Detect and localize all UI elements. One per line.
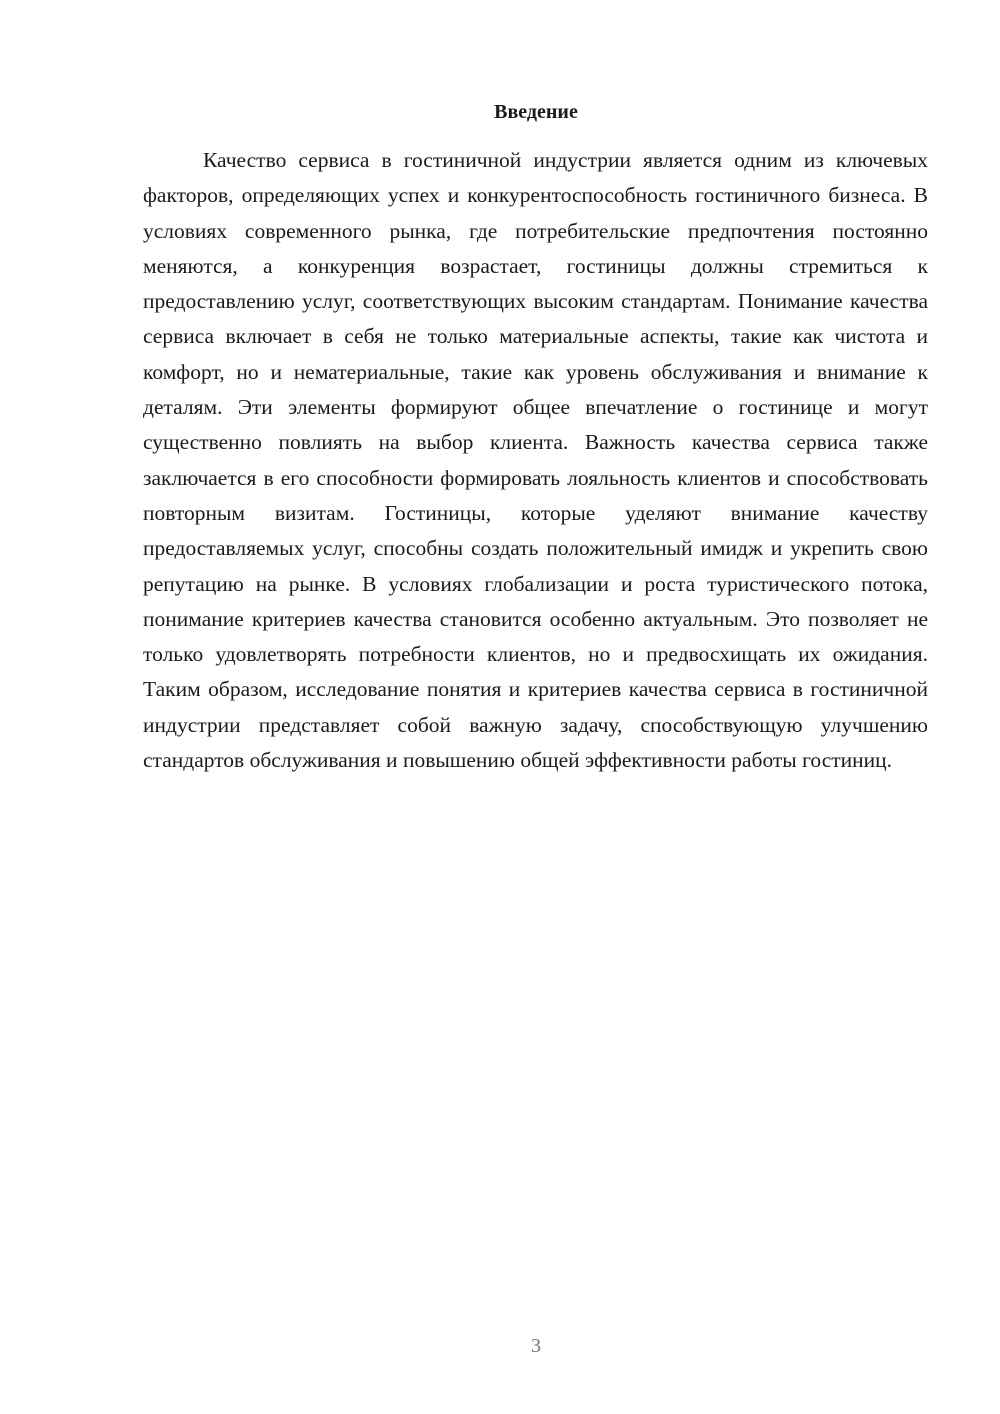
body-paragraph: Качество сервиса в гостиничной индустрии является одним из ключевых факторов, определяющих успех и конкурентоспособность гостиничного бизнеса. В условиях современного рынка, где потребительские предпочтения постоянно меняются, а конкуренция возрастает, гостиницы должны стремиться к предоставлению услуг, соответствующих высоким стандартам. Понимание качества сервиса включает в себя не только материальные аспекты, такие как чистота и комфорт, но и нематериальные, такие как уровень обслуживания и внимание к деталям. Эти элементы формируют общее впечатление о гостинице и могут существенно повлиять на выбор клиента. Важность качества сервиса также заключается в его способности формировать лояльность клиентов и способствовать повторным визитам. Гостиницы, которые уделяют внимание качеству предоставляемых услуг, способны создать положительный имидж и укрепить свою репутацию на рынке. В условиях глобализации и роста туристического потока, понимание критериев качества становится особенно актуальным. Это позволяет не только удовлетворять потребности клиентов, но и предвосхищать их ожидания. Таким образом, исследование понятия и критериев качества сервиса в гостиничной индустрии представляет собой важную задачу, способствующую улучшению стандартов обслуживания и повышению общей эффективности работы гостиниц.: [143, 148, 928, 773]
page-number: 3: [531, 1335, 541, 1357]
section-heading: Введение: [494, 101, 578, 123]
